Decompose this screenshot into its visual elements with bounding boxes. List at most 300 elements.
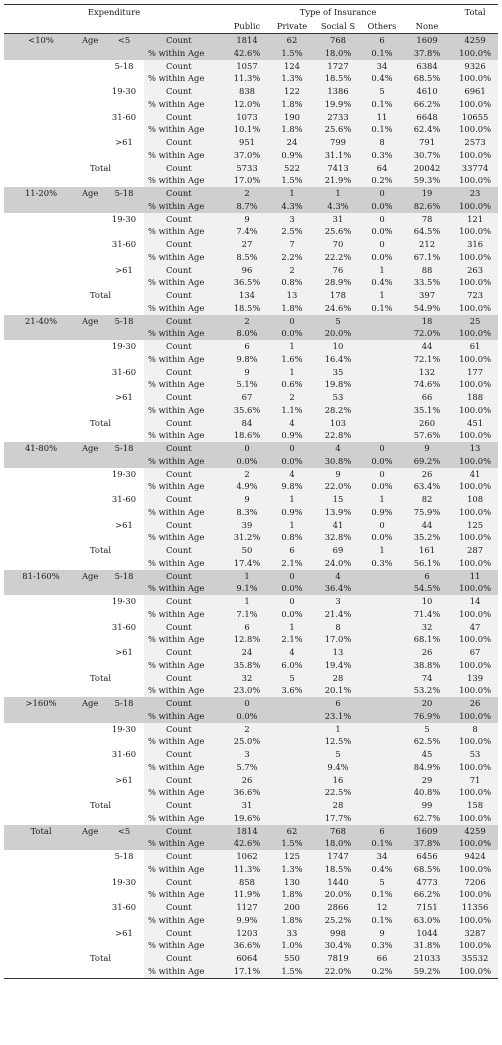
- age-group-label: [104, 582, 144, 595]
- pct-cell: 37.0%: [224, 149, 270, 162]
- count-cell: 1: [270, 519, 314, 532]
- pct-cell: 19.6%: [224, 812, 270, 825]
- pct-cell: 0.4%: [362, 72, 402, 85]
- table-row: [4, 888, 498, 901]
- age-label: [78, 659, 104, 672]
- count-cell: [362, 672, 402, 685]
- count-label: Count: [144, 442, 224, 455]
- col-header-others: Others: [362, 19, 402, 34]
- table-row: [4, 608, 498, 621]
- age-label: [78, 633, 104, 646]
- table-row: [4, 251, 498, 264]
- table-row: [4, 710, 498, 723]
- table-row: [4, 340, 498, 353]
- table-row: [4, 391, 498, 404]
- age-label: [78, 863, 104, 876]
- pct-cell: 9.8%: [224, 353, 270, 366]
- pct-cell: 36.6%: [224, 786, 270, 799]
- count-cell: 1: [362, 493, 402, 506]
- count-cell: 0: [362, 519, 402, 532]
- age-label: [78, 340, 104, 353]
- count-cell: 23: [452, 187, 498, 200]
- pct-cell: 17.0%: [314, 633, 362, 646]
- row-total-label: Total: [78, 799, 144, 812]
- pct-cell: 62.5%: [402, 735, 452, 748]
- table-row: [4, 123, 498, 136]
- pct-cell: 11.3%: [224, 863, 270, 876]
- table-row: [4, 659, 498, 672]
- age-group-label: 31-60: [104, 493, 144, 506]
- age-label: Age: [78, 697, 104, 710]
- table-row: [4, 85, 498, 98]
- pct-cell: 25.6%: [314, 225, 362, 238]
- count-cell: 5: [362, 85, 402, 98]
- pct-cell: 4.3%: [270, 200, 314, 213]
- age-group-label: [104, 149, 144, 162]
- count-cell: 2: [270, 391, 314, 404]
- pct-cell: 0.8%: [270, 276, 314, 289]
- table-row: [4, 187, 498, 200]
- total-row: [4, 544, 498, 557]
- pct-within-age-label: % within Age: [144, 863, 224, 876]
- count-cell: 20042: [402, 162, 452, 175]
- age-label: [78, 264, 104, 277]
- table-row: [4, 378, 498, 391]
- pct-within-age-label: % within Age: [144, 914, 224, 927]
- count-cell: 15: [314, 493, 362, 506]
- col-header-private: Private: [270, 19, 314, 34]
- count-label: Count: [144, 544, 224, 557]
- pct-within-age-label: % within Age: [144, 174, 224, 187]
- count-cell: [362, 723, 402, 736]
- pct-cell: 72.0%: [402, 327, 452, 340]
- row-total-label: [78, 174, 144, 187]
- age-label: [78, 519, 104, 532]
- age-group-label: >61: [104, 264, 144, 277]
- count-cell: 550: [270, 952, 314, 965]
- table-row: [4, 98, 498, 111]
- pct-cell: 56.1%: [402, 557, 452, 570]
- table-row: [4, 914, 498, 927]
- table-row: [4, 570, 498, 583]
- age-group-label: >61: [104, 774, 144, 787]
- count-cell: 29: [402, 774, 452, 787]
- count-cell: 1: [270, 621, 314, 634]
- expenditure-group-label: [4, 123, 78, 136]
- expenditure-group-label: [4, 888, 78, 901]
- row-total-label: [78, 302, 144, 315]
- expenditure-group-label: [4, 417, 78, 430]
- table-row: [4, 697, 498, 710]
- table-row: [4, 442, 498, 455]
- pct-cell: 9.4%: [314, 761, 362, 774]
- pct-within-age-label: % within Age: [144, 531, 224, 544]
- age-group-label: [104, 378, 144, 391]
- count-cell: 96: [224, 264, 270, 277]
- pct-cell: 54.9%: [402, 302, 452, 315]
- table-row: [4, 315, 498, 328]
- count-cell: 21033: [402, 952, 452, 965]
- count-cell: 8: [452, 723, 498, 736]
- count-cell: 9: [402, 442, 452, 455]
- age-label: [78, 621, 104, 634]
- count-label: Count: [144, 162, 224, 175]
- count-cell: 6: [402, 570, 452, 583]
- pct-cell: [362, 327, 402, 340]
- expenditure-group-label: 41-80%: [4, 442, 78, 455]
- age-label: [78, 582, 104, 595]
- pct-cell: 100.0%: [452, 47, 498, 60]
- count-cell: 28: [314, 672, 362, 685]
- count-cell: 62: [270, 34, 314, 47]
- count-cell: 6384: [402, 60, 452, 73]
- age-group-label: [104, 608, 144, 621]
- count-cell: 190: [270, 111, 314, 124]
- pct-cell: 5.7%: [224, 761, 270, 774]
- expenditure-group-label: >160%: [4, 697, 78, 710]
- pct-cell: 18.0%: [314, 837, 362, 850]
- count-cell: 53: [452, 748, 498, 761]
- count-cell: 158: [452, 799, 498, 812]
- count-cell: 9: [362, 927, 402, 940]
- count-cell: [362, 621, 402, 634]
- count-cell: 7151: [402, 901, 452, 914]
- count-cell: 0: [362, 442, 402, 455]
- expenditure-group-label: [4, 149, 78, 162]
- count-label: Count: [144, 876, 224, 889]
- pct-cell: 100.0%: [452, 531, 498, 544]
- count-cell: 103: [314, 417, 362, 430]
- expenditure-group-label: [4, 939, 78, 952]
- pct-cell: 2.5%: [270, 225, 314, 238]
- table-row: [4, 927, 498, 940]
- total-column-header: Total: [452, 5, 498, 20]
- count-label: Count: [144, 595, 224, 608]
- pct-cell: 18.5%: [314, 72, 362, 85]
- age-label: [78, 531, 104, 544]
- pct-cell: 100.0%: [452, 251, 498, 264]
- pct-cell: 0.0%: [362, 251, 402, 264]
- count-cell: 11356: [452, 901, 498, 914]
- age-label: [78, 123, 104, 136]
- count-cell: 5: [314, 748, 362, 761]
- pct-within-age-label: % within Age: [144, 888, 224, 901]
- table-row: [4, 111, 498, 124]
- count-cell: 6961: [452, 85, 498, 98]
- count-cell: 134: [224, 289, 270, 302]
- count-cell: 124: [270, 60, 314, 73]
- table-row: [4, 468, 498, 481]
- pct-cell: 0.9%: [270, 149, 314, 162]
- pct-cell: 18.6%: [224, 429, 270, 442]
- pct-cell: 2.2%: [270, 251, 314, 264]
- count-label: Count: [144, 238, 224, 251]
- age-group-label: [104, 761, 144, 774]
- age-group-label: [104, 863, 144, 876]
- age-group-label: >61: [104, 927, 144, 940]
- count-cell: 200: [270, 901, 314, 914]
- pct-cell: 37.8%: [402, 47, 452, 60]
- pct-cell: 100.0%: [452, 914, 498, 927]
- pct-cell: 0.0%: [270, 582, 314, 595]
- count-cell: 1: [270, 493, 314, 506]
- age-label: [78, 225, 104, 238]
- pct-within-age-label: % within Age: [144, 480, 224, 493]
- count-cell: 838: [224, 85, 270, 98]
- expenditure-group-label: [4, 837, 78, 850]
- count-cell: 7819: [314, 952, 362, 965]
- count-cell: 41: [452, 468, 498, 481]
- age-label: Age: [78, 34, 104, 47]
- pct-within-age-label: % within Age: [144, 404, 224, 417]
- count-cell: 1: [314, 187, 362, 200]
- age-label: [78, 761, 104, 774]
- count-cell: 2: [224, 187, 270, 200]
- count-label: Count: [144, 85, 224, 98]
- age-group-label: 31-60: [104, 366, 144, 379]
- count-cell: 1: [270, 187, 314, 200]
- count-cell: 1: [224, 570, 270, 583]
- pct-cell: 0.2%: [362, 965, 402, 978]
- expenditure-header: Expenditure: [4, 5, 224, 20]
- count-cell: 0: [270, 595, 314, 608]
- pct-cell: 8.3%: [224, 506, 270, 519]
- count-cell: 71: [452, 774, 498, 787]
- header-row-top: [4, 5, 498, 20]
- pct-cell: 66.2%: [402, 888, 452, 901]
- expenditure-group-label: [4, 251, 78, 264]
- pct-cell: 66.2%: [402, 98, 452, 111]
- pct-within-age-label: % within Age: [144, 582, 224, 595]
- age-label: Age: [78, 187, 104, 200]
- count-cell: 1: [314, 723, 362, 736]
- pct-cell: 37.8%: [402, 837, 452, 850]
- pct-cell: 0.0%: [362, 225, 402, 238]
- age-label: Age: [78, 442, 104, 455]
- pct-cell: 76.9%: [402, 710, 452, 723]
- pct-within-age-label: % within Age: [144, 812, 224, 825]
- pct-cell: [270, 761, 314, 774]
- expenditure-group-label: [4, 608, 78, 621]
- age-group-label: 19-30: [104, 213, 144, 226]
- count-cell: 12: [362, 901, 402, 914]
- pct-cell: [362, 633, 402, 646]
- count-cell: 212: [402, 238, 452, 251]
- count-label: Count: [144, 315, 224, 328]
- count-cell: 1044: [402, 927, 452, 940]
- age-label: [78, 60, 104, 73]
- age-label: [78, 837, 104, 850]
- expenditure-group-label: 81-160%: [4, 570, 78, 583]
- pct-cell: 1.5%: [270, 174, 314, 187]
- pct-cell: 21.4%: [314, 608, 362, 621]
- age-label: Age: [78, 570, 104, 583]
- count-cell: 20: [402, 697, 452, 710]
- count-cell: 10: [314, 340, 362, 353]
- count-cell: 7: [270, 238, 314, 251]
- count-cell: 0: [270, 315, 314, 328]
- count-cell: 9: [314, 468, 362, 481]
- pct-cell: 9.8%: [270, 480, 314, 493]
- pct-cell: 40.8%: [402, 786, 452, 799]
- count-cell: 3: [224, 748, 270, 761]
- age-group-label: [104, 659, 144, 672]
- age-group-label: 19-30: [104, 85, 144, 98]
- pct-cell: 30.7%: [402, 149, 452, 162]
- age-label: [78, 710, 104, 723]
- pct-cell: 1.8%: [270, 888, 314, 901]
- pct-cell: 100.0%: [452, 455, 498, 468]
- count-cell: 31: [224, 799, 270, 812]
- count-cell: 130: [270, 876, 314, 889]
- table-row: [4, 621, 498, 634]
- expenditure-group-label: <10%: [4, 34, 78, 47]
- age-label: [78, 901, 104, 914]
- count-cell: 7413: [314, 162, 362, 175]
- expenditure-group-label: [4, 85, 78, 98]
- count-label: Count: [144, 825, 224, 838]
- count-cell: 8: [362, 136, 402, 149]
- pct-cell: 100.0%: [452, 710, 498, 723]
- count-cell: 10: [402, 595, 452, 608]
- pct-cell: 0.0%: [362, 455, 402, 468]
- age-group-label: [104, 47, 144, 60]
- pct-cell: [270, 735, 314, 748]
- pct-cell: 31.1%: [314, 149, 362, 162]
- pct-cell: 100.0%: [452, 378, 498, 391]
- pct-within-age-label: % within Age: [144, 378, 224, 391]
- pct-cell: 0.1%: [362, 302, 402, 315]
- age-label: [78, 939, 104, 952]
- pct-cell: 100.0%: [452, 353, 498, 366]
- pct-within-age-label: % within Age: [144, 633, 224, 646]
- count-cell: [362, 646, 402, 659]
- pct-cell: 25.0%: [224, 735, 270, 748]
- count-cell: 6: [362, 825, 402, 838]
- table-row: [4, 366, 498, 379]
- pct-within-age-label: % within Age: [144, 557, 224, 570]
- count-cell: 39: [224, 519, 270, 532]
- age-group-label: 31-60: [104, 621, 144, 634]
- pct-cell: 100.0%: [452, 404, 498, 417]
- count-cell: 6: [270, 544, 314, 557]
- pct-cell: [362, 684, 402, 697]
- age-label: [78, 85, 104, 98]
- count-cell: 1747: [314, 850, 362, 863]
- pct-cell: 67.1%: [402, 251, 452, 264]
- table-row: [4, 519, 498, 532]
- pct-cell: 100.0%: [452, 429, 498, 442]
- pct-within-age-label: % within Age: [144, 684, 224, 697]
- pct-cell: 38.8%: [402, 659, 452, 672]
- table-row: [4, 327, 498, 340]
- pct-cell: 12.0%: [224, 98, 270, 111]
- count-cell: 125: [270, 850, 314, 863]
- count-cell: 44: [402, 340, 452, 353]
- total-row: [4, 289, 498, 302]
- age-group-label: 5-18: [104, 187, 144, 200]
- count-label: Count: [144, 340, 224, 353]
- count-cell: 1386: [314, 85, 362, 98]
- pct-cell: 0.1%: [362, 98, 402, 111]
- count-cell: 799: [314, 136, 362, 149]
- expenditure-group-label: 11-20%: [4, 187, 78, 200]
- pct-cell: 1.3%: [270, 72, 314, 85]
- count-cell: 4: [270, 646, 314, 659]
- row-total-label: Total: [78, 544, 144, 557]
- count-cell: 2: [224, 468, 270, 481]
- insurance-crosstab-table: [4, 4, 498, 979]
- expenditure-group-label: [4, 480, 78, 493]
- pct-cell: 7.4%: [224, 225, 270, 238]
- count-cell: 1609: [402, 825, 452, 838]
- count-cell: 3: [270, 213, 314, 226]
- count-cell: 67: [224, 391, 270, 404]
- count-cell: 178: [314, 289, 362, 302]
- row-total-label: [78, 557, 144, 570]
- count-cell: 35: [314, 366, 362, 379]
- pct-cell: 75.9%: [402, 506, 452, 519]
- expenditure-group-label: [4, 455, 78, 468]
- pct-cell: 22.5%: [314, 786, 362, 799]
- pct-cell: 1.8%: [270, 98, 314, 111]
- count-cell: 14: [452, 595, 498, 608]
- count-cell: 33: [270, 927, 314, 940]
- expenditure-group-label: [4, 276, 78, 289]
- age-group-label: 31-60: [104, 111, 144, 124]
- count-cell: 1057: [224, 60, 270, 73]
- pct-cell: 9.9%: [224, 914, 270, 927]
- pct-cell: 0.1%: [362, 837, 402, 850]
- pct-cell: 30.4%: [314, 939, 362, 952]
- count-cell: [362, 774, 402, 787]
- count-cell: 53: [314, 391, 362, 404]
- count-cell: 5: [362, 876, 402, 889]
- pct-cell: 0.3%: [362, 557, 402, 570]
- pct-cell: 100.0%: [452, 608, 498, 621]
- age-group-label: [104, 327, 144, 340]
- age-group-label: 31-60: [104, 901, 144, 914]
- expenditure-group-label: [4, 289, 78, 302]
- pct-within-age-label: % within Age: [144, 939, 224, 952]
- pct-cell: 100.0%: [452, 735, 498, 748]
- count-label: Count: [144, 646, 224, 659]
- expenditure-group-label: [4, 850, 78, 863]
- pct-cell: 17.1%: [224, 965, 270, 978]
- pct-cell: 23.0%: [224, 684, 270, 697]
- pct-cell: 100.0%: [452, 557, 498, 570]
- pct-cell: 17.7%: [314, 812, 362, 825]
- expenditure-group-label: [4, 213, 78, 226]
- pct-cell: 22.2%: [314, 251, 362, 264]
- pct-within-age-label: % within Age: [144, 200, 224, 213]
- age-group-label: 5-18: [104, 315, 144, 328]
- age-group-label: [104, 888, 144, 901]
- pct-cell: 0.1%: [362, 888, 402, 901]
- pct-cell: 20.1%: [314, 684, 362, 697]
- count-cell: 62: [270, 825, 314, 838]
- count-cell: 69: [314, 544, 362, 557]
- age-group-label: [104, 404, 144, 417]
- pct-within-age-label: % within Age: [144, 123, 224, 136]
- age-group-label: >61: [104, 646, 144, 659]
- pct-cell: 59.2%: [402, 965, 452, 978]
- count-label: Count: [144, 927, 224, 940]
- age-group-label: [104, 480, 144, 493]
- age-label: [78, 136, 104, 149]
- pct-cell: [362, 659, 402, 672]
- age-group-label: 5-18: [104, 60, 144, 73]
